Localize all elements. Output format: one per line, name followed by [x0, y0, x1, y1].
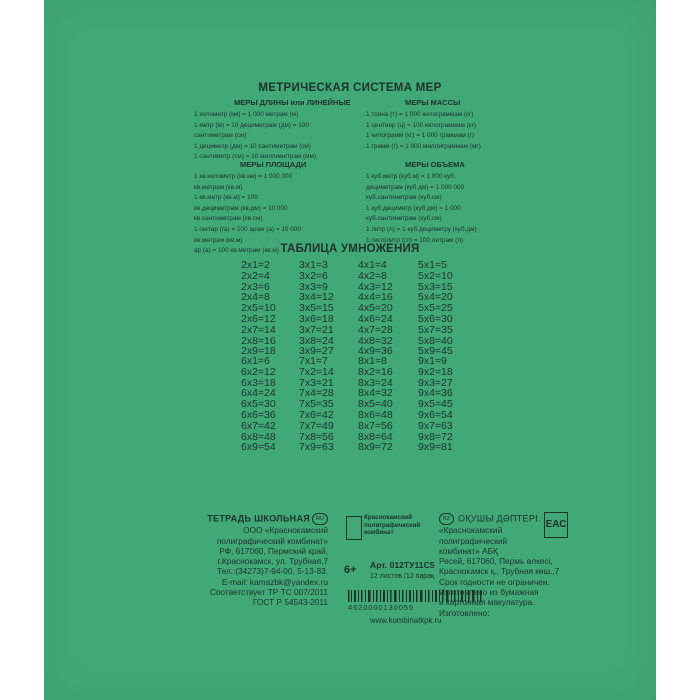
footer-right-line: полиграфический — [439, 535, 508, 546]
length-line: 1 километр (км) = 1 000 метрам (м) — [194, 111, 299, 118]
multiplication-title: ТАБЛИЦА УМНОЖЕНИЯ — [280, 243, 420, 255]
mult-cell: 6x1=6 — [241, 355, 270, 367]
mult-cell: 2x2=4 — [241, 269, 270, 282]
mult-cell: 4x8=32 — [358, 334, 393, 347]
area-line: кв.дециметрам (кв.дм) = 10 000 — [194, 204, 288, 212]
length-block — [194, 110, 316, 163]
mult-cell: 8x9=72 — [358, 441, 393, 454]
mult-cell: 5x6=30 — [418, 312, 453, 325]
mult-cell: 9x2=18 — [418, 365, 453, 378]
mult-cell: 7x1=7 — [299, 355, 328, 367]
mult-cell: 8x6=48 — [358, 408, 393, 421]
mult-cell: 4x7=28 — [358, 323, 393, 336]
mult-cell: 3x7=21 — [299, 323, 334, 336]
logo-line: полиграфический — [364, 521, 421, 529]
volume-line: 1 куб.метр (куб.м) = 1 000 куб. — [366, 173, 456, 180]
mult-cell: 6x4=24 — [241, 387, 276, 400]
mult-cell: 5x9=45 — [418, 345, 453, 358]
mult-cell: 9x5=45 — [418, 398, 453, 411]
logo-text — [364, 514, 420, 537]
footer-left-line: РФ, 617060, Пермский край, — [219, 545, 328, 556]
mult-cell: 8x1=8 — [358, 355, 387, 367]
footer-left-line: ГОСТ Р 54543-2011 — [252, 597, 328, 608]
footer-right-line: комбинат» АБҚ — [439, 545, 498, 556]
length-line: 1 метр (м) = 10 дециметрам (дм) = 100 — [194, 121, 309, 129]
mult-cell: 8x5=40 — [358, 398, 393, 411]
mass-line: 1 килограмм (кг) = 1 000 граммам (г) — [366, 132, 475, 140]
mass-line: 1 центнер (ц) = 100 килограммам (кг) — [366, 121, 477, 129]
notebook-cover — [44, 0, 656, 700]
volume-block — [366, 172, 477, 246]
eac-mark-icon: ЕАС — [544, 512, 568, 538]
kz-heading: ОҚУШЫ ДӘПТЕРІ. — [458, 513, 541, 524]
mult-cell: 5x4=20 — [418, 291, 453, 304]
footer-left-line: г.Краснокамск, ул. Трубная,7 — [217, 556, 328, 567]
mult-cell: 7x5=35 — [299, 398, 334, 411]
mult-cell: 4x2=8 — [358, 269, 387, 282]
footer-left-line: ООО «Краснокамский — [243, 525, 328, 536]
mult-column-9 — [418, 356, 488, 453]
kpk-logo-icon — [346, 516, 362, 540]
mult-cell: 4x4=16 — [358, 291, 393, 304]
area-heading: МЕРЫ ПЛОЩАДИ — [240, 160, 307, 169]
mult-cell: 9x3=27 — [418, 376, 453, 389]
mult-cell: 9x1=9 — [418, 355, 447, 367]
mult-cell: 5x8=40 — [418, 334, 453, 347]
mult-cell: 8x8=64 — [358, 430, 393, 443]
footer-left-line: Тел.:(34273)7-94-00, 5-13-83. — [216, 566, 328, 577]
volume-line: 1 литр (л) = 1 куб.дециметру (куб.дм) — [366, 225, 477, 233]
mult-cell: 6x8=48 — [241, 430, 276, 443]
mult-cell: 2x7=14 — [241, 323, 276, 336]
mass-block — [366, 110, 481, 152]
mult-cell: 7x7=49 — [299, 419, 334, 432]
mult-cell: 6x3=18 — [241, 376, 276, 389]
volume-line: куб.сантиметрам (куб.см) — [366, 215, 442, 223]
barcode-number: 4620000130055 — [348, 603, 414, 612]
mult-cell: 7x6=42 — [299, 408, 334, 421]
mult-cell: 8x2=16 — [358, 365, 393, 378]
footer-right — [439, 513, 559, 618]
mult-cell: 6x6=36 — [241, 408, 276, 421]
mult-cell: 3x5=15 — [299, 302, 334, 315]
mult-cell: 3x9=27 — [299, 345, 334, 358]
mult-cell: 7x4=28 — [299, 387, 334, 400]
mult-cell: 9x6=54 — [418, 408, 453, 421]
mult-cell: 5x7=35 — [418, 323, 453, 336]
mult-cell: 3x2=6 — [299, 269, 328, 282]
area-line: ар (а) = 100 кв.метрам (кв.м) — [194, 247, 279, 255]
footer-right-line: и картонная макулатура. — [439, 597, 535, 608]
logo-line: комбинат — [364, 529, 394, 537]
volume-line: дециметрам (куб.дм) = 1 000 000 — [366, 183, 465, 191]
kz-badge: KZ — [439, 513, 454, 525]
mult-cell: 9x4=36 — [418, 387, 453, 400]
length-line: 1 сантиметр (см) = 10 миллиметрам (мм) — [194, 153, 317, 161]
logo-line: Краснокамский — [364, 514, 412, 521]
length-line: сантиметрам (см) — [194, 132, 247, 140]
mult-cell: 3x6=18 — [299, 312, 334, 325]
mult-cell: 4x5=20 — [358, 302, 393, 315]
mass-line: 1 тонна (т) = 1 000 килограммам (кг) — [366, 111, 474, 118]
mult-cell: 8x4=32 — [358, 387, 393, 400]
mult-cell: 7x3=21 — [299, 376, 334, 389]
age-rating: 6+ — [344, 564, 357, 576]
footer-left-line: полиграфический комбинат» — [216, 535, 328, 546]
mult-cell: 2x8=16 — [241, 334, 276, 347]
mult-cell: 5x1=5 — [418, 259, 447, 271]
mass-line: 1 грамм (г) = 1 000 миллиграммам (мг) — [366, 142, 481, 150]
mult-cell: 2x6=12 — [241, 312, 276, 325]
mult-cell: 3x8=24 — [299, 334, 334, 347]
mult-cell: 5x3=15 — [418, 280, 453, 293]
area-line: 1 гектар (га) = 100 арам (а) = 10 000 — [194, 225, 301, 233]
area-line: кв.метрам (кв.м) — [194, 236, 243, 244]
volume-line: куб.сантиметрам (куб.см) — [366, 194, 442, 202]
notebook-heading: ТЕТРАДЬ ШКОЛЬНАЯ — [207, 513, 311, 524]
sheet-count: 12 листов /12 парақ — [370, 573, 435, 580]
mult-cell: 8x7=56 — [358, 419, 393, 432]
volume-line: 1 гектолитр (гл) = 100 литрам (л) — [366, 236, 464, 244]
length-line: 1 дециметр (дм) = 10 сантиметрам (см) — [194, 142, 311, 150]
area-line: 1 кв.километр (кв.км) = 1 000 000 — [194, 173, 293, 180]
mass-heading: МЕРЫ МАССЫ — [405, 98, 461, 107]
area-line: 1 кв.метр (кв.м) = 100 — [194, 194, 258, 202]
mult-cell: 9x8=72 — [418, 430, 453, 443]
mult-cell: 7x9=63 — [299, 441, 334, 454]
article-number: Арт. 012ТУ11С5 — [370, 560, 435, 570]
website-link[interactable]: www.kombinatkpk.ru — [370, 616, 442, 625]
mult-cell: 4x1=4 — [358, 259, 387, 271]
mult-cell: 3x4=12 — [299, 291, 334, 304]
mult-cell: 2x3=6 — [241, 280, 270, 293]
mult-cell: 6x5=30 — [241, 398, 276, 411]
footer-left — [146, 513, 328, 608]
mult-cell: 6x7=42 — [241, 419, 276, 432]
mult-cell: 2x4=8 — [241, 291, 270, 304]
ru-badge: RU — [312, 513, 328, 525]
mult-cell: 2x1=2 — [241, 259, 270, 271]
mult-cell: 9x9=81 — [418, 441, 453, 454]
footer-right-line: Ресей, 617060, Пермь өлкесі, — [439, 556, 553, 567]
mult-cell: 5x2=10 — [418, 269, 453, 282]
footer-left-line: Соответствует ТР ТС 007/2011 — [209, 587, 328, 598]
length-heading: МЕРЫ ДЛИНЫ или ЛИНЕЙНЫЕ — [234, 98, 351, 107]
mult-cell: 2x5=10 — [241, 302, 276, 315]
area-line: кв.метрам (кв.м) — [194, 183, 243, 191]
mult-cell: 3x1=3 — [299, 259, 328, 271]
mult-cell: 5x5=25 — [418, 302, 453, 315]
footer-right-line: Срок годности не ограничен. — [439, 576, 550, 587]
footer-right-line: Изготовлено из бумажная — [439, 587, 539, 598]
footer-right-line: «Краснокамский — [439, 525, 503, 536]
mult-cell: 2x9=18 — [241, 345, 276, 358]
volume-heading: МЕРЫ ОБЪЕМА — [405, 160, 465, 169]
mult-cell: 3x3=9 — [299, 280, 328, 293]
area-line: кв.сантиметрам (кв.см) — [194, 215, 263, 223]
mult-cell: 6x9=54 — [241, 441, 276, 454]
footer-right-line: Краснокамск қ., Трубная көш.,7 — [439, 566, 560, 577]
volume-line: 1 куб.дециметр (куб.дм) = 1 000 — [366, 204, 461, 212]
mult-cell: 9x7=63 — [418, 419, 453, 432]
metric-title: МЕТРИЧЕСКАЯ СИСТЕМА МЕР — [258, 82, 442, 94]
mult-column-5 — [418, 260, 488, 357]
mult-cell: 4x3=12 — [358, 280, 393, 293]
mult-cell: 7x2=14 — [299, 365, 334, 378]
footer-left-line: E-mail: kamazbk@yandex.ru — [221, 576, 328, 587]
mult-cell: 7x8=56 — [299, 430, 334, 443]
mult-cell: 8x3=24 — [358, 376, 393, 389]
mult-cell: 6x2=12 — [241, 365, 276, 378]
mult-cell: 4x6=24 — [358, 312, 393, 325]
footer-right-line: Изготовлено: — [439, 607, 490, 618]
mult-cell: 4x9=36 — [358, 345, 393, 358]
